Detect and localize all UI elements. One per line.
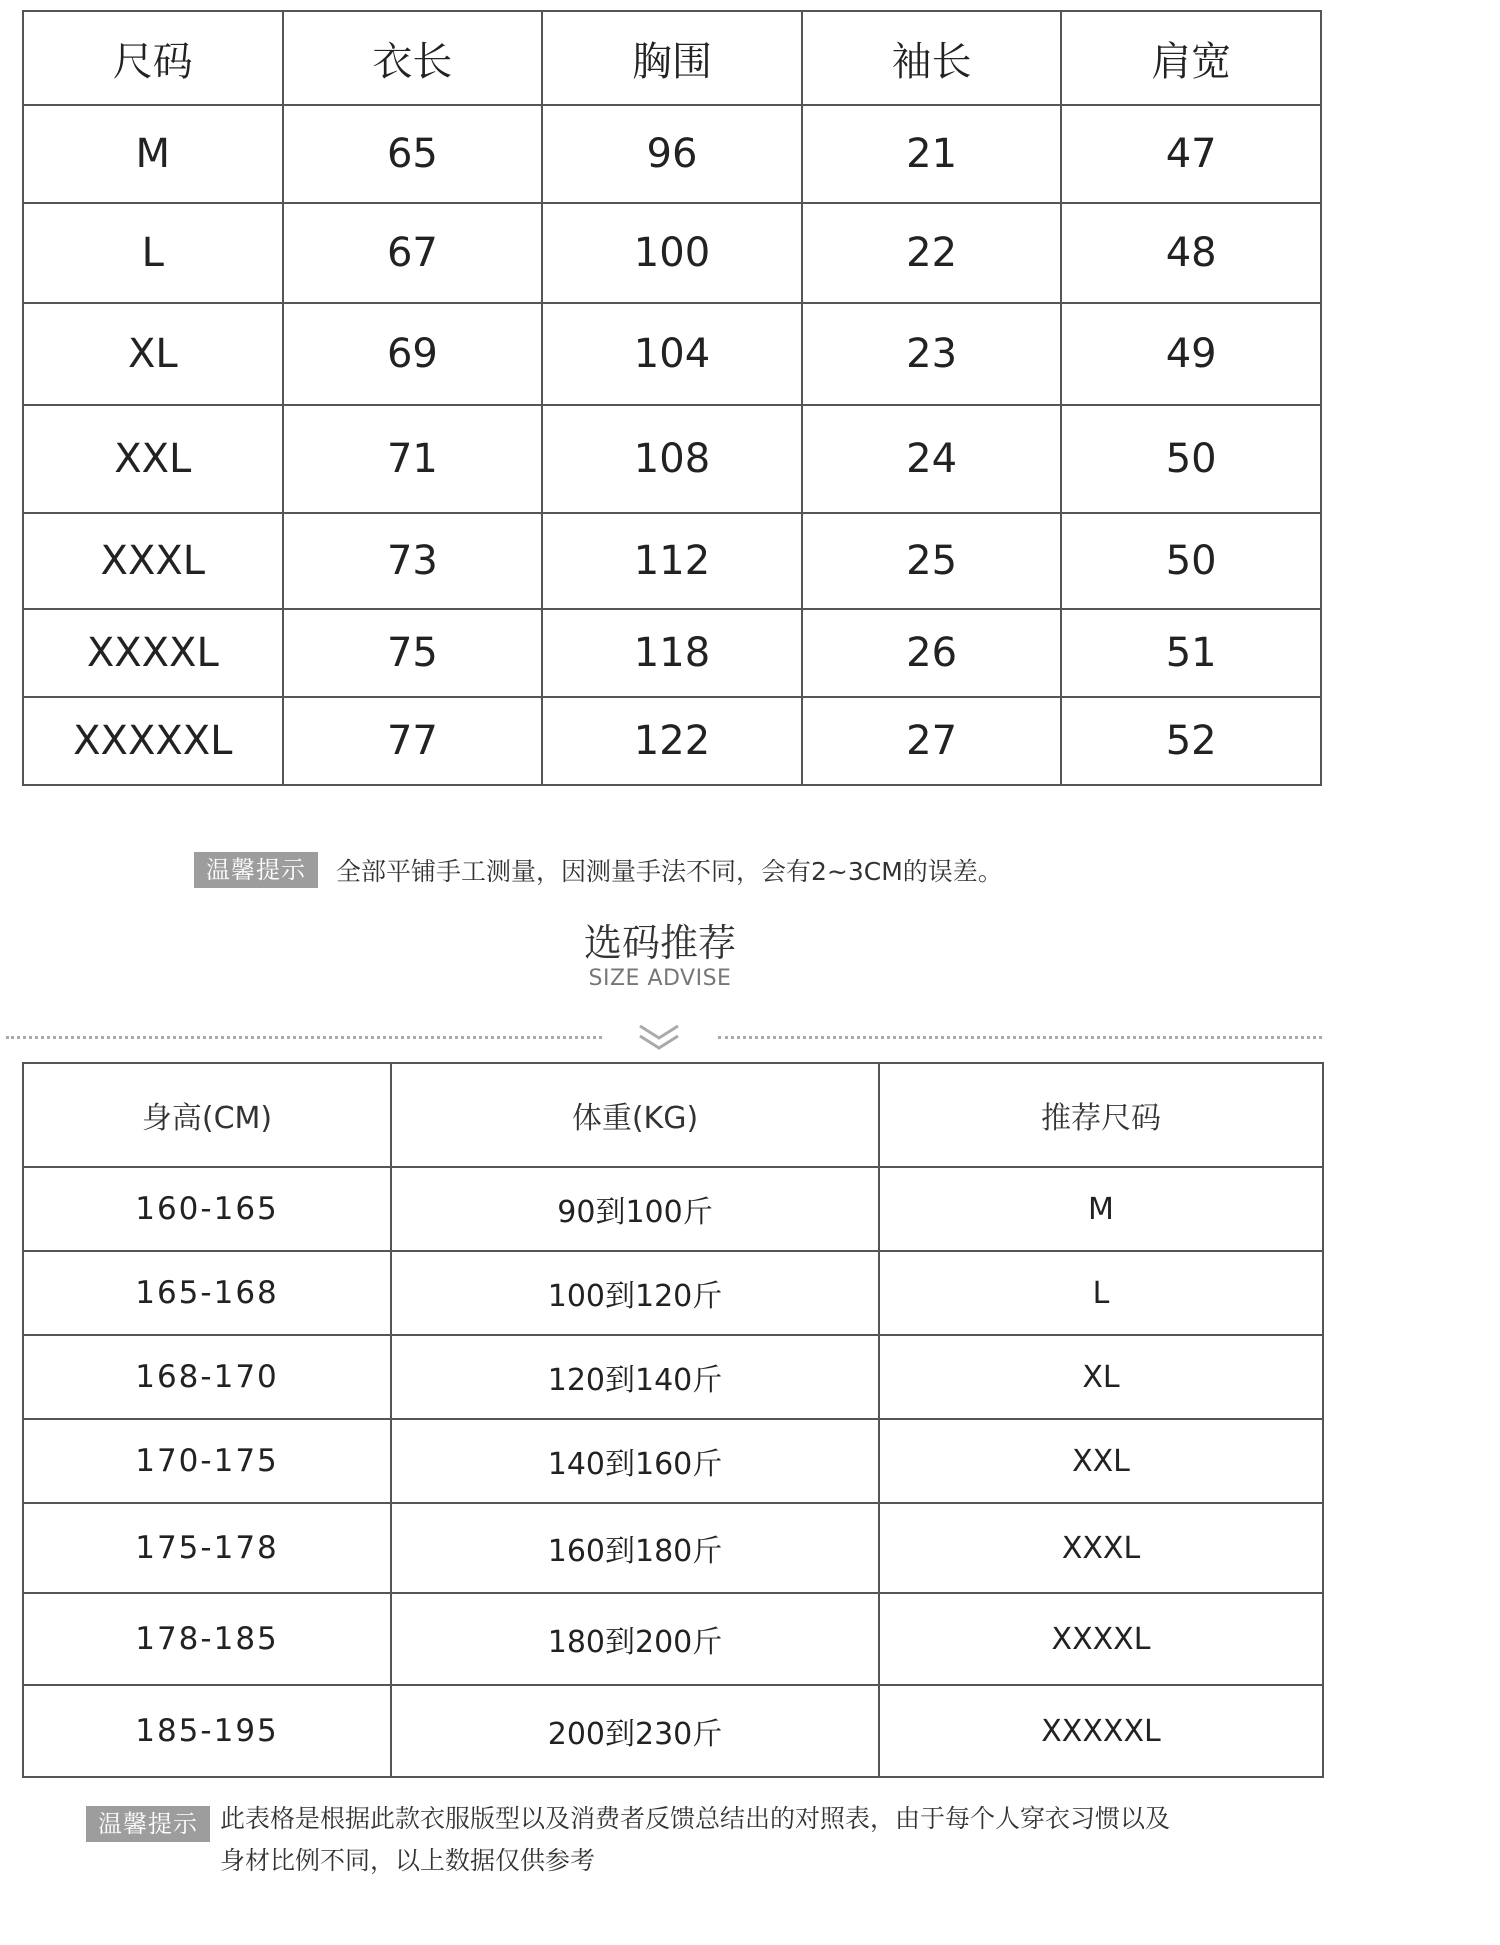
cell-length: 73	[283, 513, 543, 609]
cell-recommended-size: XXXXXL	[879, 1685, 1323, 1777]
cell-size: XXXL	[23, 513, 283, 609]
section-subtitle: SIZE ADVISE	[588, 966, 732, 991]
table-row	[23, 1251, 1323, 1335]
cell-recommended-size: XXL	[879, 1419, 1323, 1503]
cell-weight: 90到100斤	[391, 1167, 879, 1251]
table-row	[23, 105, 1321, 203]
header-recommended-size: 推荐尺码	[879, 1063, 1323, 1167]
header-size: 尺码	[23, 11, 283, 105]
double-chevron-down-icon	[636, 1020, 682, 1054]
cell-shoulder: 51	[1061, 609, 1321, 697]
measurement-tip	[194, 852, 1003, 888]
cell-height: 185-195	[23, 1685, 391, 1777]
tip-text-line: 身材比例不同，以上数据仅供参考	[220, 1846, 596, 1875]
table-row	[23, 1419, 1323, 1503]
cell-recommended-size: M	[879, 1167, 1323, 1251]
table-row	[23, 203, 1321, 303]
table-row	[23, 1167, 1323, 1251]
tip-text-line: 此表格是根据此款衣服版型以及消费者反馈总结出的对照表，由于每个人穿衣习惯以及	[220, 1804, 1171, 1833]
header-sleeve: 袖长	[802, 11, 1062, 105]
section-title: 选码推荐	[583, 921, 736, 965]
tip-text	[220, 1798, 1280, 1882]
cell-length: 77	[283, 697, 543, 785]
cell-sleeve: 21	[802, 105, 1062, 203]
dotted-divider-left	[6, 1036, 602, 1039]
table-row	[23, 697, 1321, 785]
header-shoulder: 肩宽	[1061, 11, 1321, 105]
cell-weight: 160到180斤	[391, 1503, 879, 1593]
size-advise-table	[22, 1062, 1324, 1778]
advise-header-row	[23, 1063, 1323, 1167]
cell-sleeve: 25	[802, 513, 1062, 609]
cell-recommended-size: XL	[879, 1335, 1323, 1419]
cell-weight: 100到120斤	[391, 1251, 879, 1335]
tip-badge: 温馨提示	[86, 1806, 210, 1842]
table-row	[23, 1335, 1323, 1419]
cell-size: XXXXL	[23, 609, 283, 697]
cell-chest: 104	[542, 303, 802, 405]
cell-length: 67	[283, 203, 543, 303]
cell-sleeve: 27	[802, 697, 1062, 785]
cell-weight: 140到160斤	[391, 1419, 879, 1503]
size-chart-table	[22, 10, 1322, 786]
cell-size: L	[23, 203, 283, 303]
cell-height: 160-165	[23, 1167, 391, 1251]
cell-height: 170-175	[23, 1419, 391, 1503]
cell-chest: 100	[542, 203, 802, 303]
header-weight: 体重(KG)	[391, 1063, 879, 1167]
cell-sleeve: 23	[802, 303, 1062, 405]
cell-sleeve: 24	[802, 405, 1062, 513]
cell-sleeve: 22	[802, 203, 1062, 303]
cell-shoulder: 47	[1061, 105, 1321, 203]
table-row	[23, 609, 1321, 697]
tip-badge: 温馨提示	[194, 852, 318, 888]
cell-shoulder: 49	[1061, 303, 1321, 405]
table-row	[23, 1503, 1323, 1593]
size-chart-header-row	[23, 11, 1321, 105]
cell-recommended-size: XXXXL	[879, 1593, 1323, 1685]
cell-weight: 180到200斤	[391, 1593, 879, 1685]
cell-length: 71	[283, 405, 543, 513]
cell-recommended-size: XXXL	[879, 1503, 1323, 1593]
table-row	[23, 1685, 1323, 1777]
cell-size: M	[23, 105, 283, 203]
cell-height: 168-170	[23, 1335, 391, 1419]
cell-shoulder: 48	[1061, 203, 1321, 303]
table-row	[23, 513, 1321, 609]
cell-length: 69	[283, 303, 543, 405]
cell-size: XXXXXL	[23, 697, 283, 785]
cell-shoulder: 52	[1061, 697, 1321, 785]
tip-text: 全部平铺手工测量，因测量手法不同，会有2~3CM的误差。	[336, 857, 1003, 886]
header-height: 身高(CM)	[23, 1063, 391, 1167]
cell-length: 75	[283, 609, 543, 697]
reference-tip	[86, 1798, 1280, 1882]
cell-size: XXL	[23, 405, 283, 513]
header-length: 衣长	[283, 11, 543, 105]
cell-height: 175-178	[23, 1503, 391, 1593]
cell-chest: 108	[542, 405, 802, 513]
cell-weight: 120到140斤	[391, 1335, 879, 1419]
header-chest: 胸围	[542, 11, 802, 105]
cell-weight: 200到230斤	[391, 1685, 879, 1777]
cell-length: 65	[283, 105, 543, 203]
cell-size: XL	[23, 303, 283, 405]
cell-chest: 112	[542, 513, 802, 609]
cell-recommended-size: L	[879, 1251, 1323, 1335]
dotted-divider-right	[718, 1036, 1322, 1039]
cell-height: 178-185	[23, 1593, 391, 1685]
cell-chest: 96	[542, 105, 802, 203]
cell-height: 165-168	[23, 1251, 391, 1335]
cell-shoulder: 50	[1061, 513, 1321, 609]
table-row	[23, 405, 1321, 513]
cell-chest: 118	[542, 609, 802, 697]
cell-sleeve: 26	[802, 609, 1062, 697]
cell-shoulder: 50	[1061, 405, 1321, 513]
cell-chest: 122	[542, 697, 802, 785]
table-row	[23, 1593, 1323, 1685]
table-row	[23, 303, 1321, 405]
